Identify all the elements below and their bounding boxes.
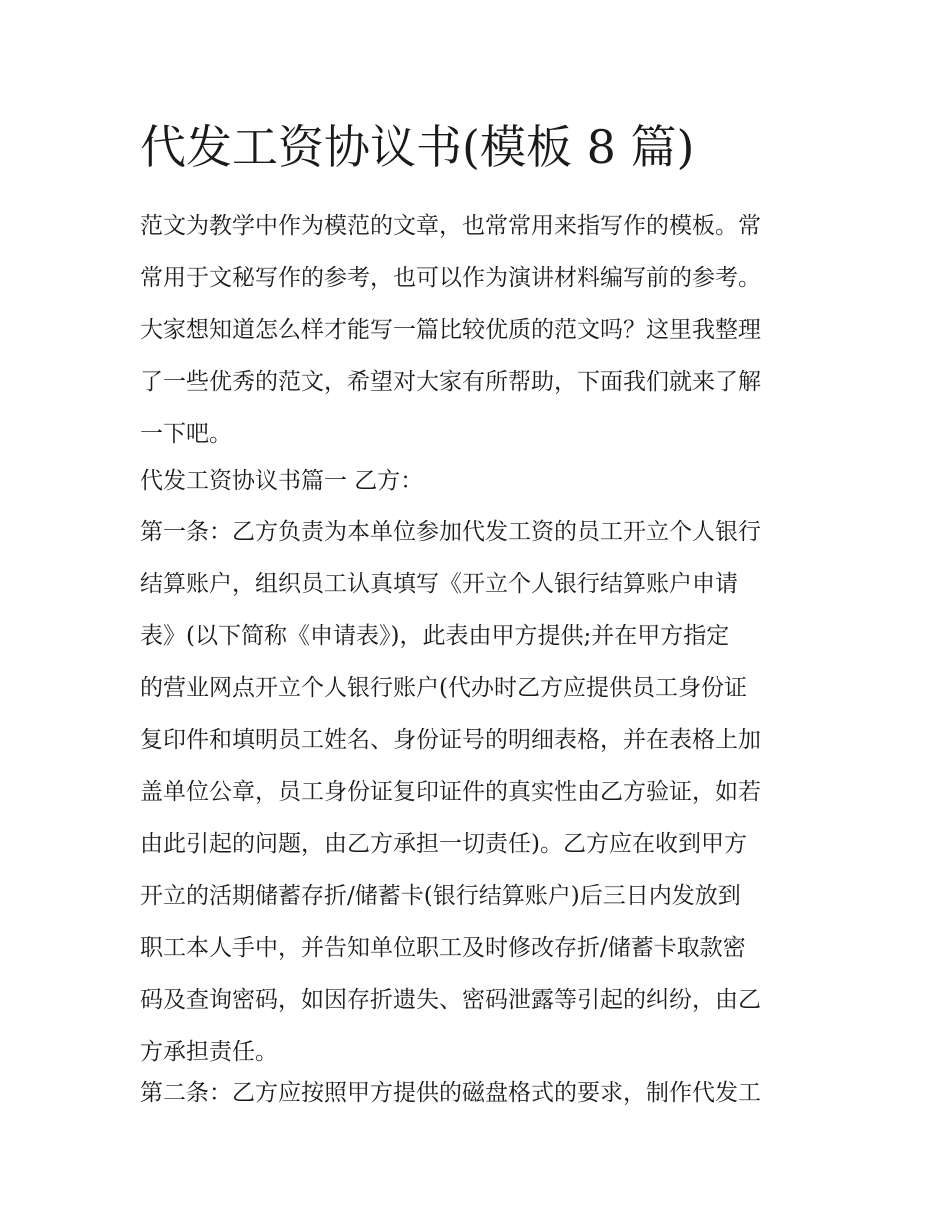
article-2-paragraph <box>140 1067 820 1119</box>
article-1-line: 复印件和填明员工姓名、身份证号的明细表格，并在表格上加 <box>140 727 761 753</box>
document-title: 代发工资协议书(模板 8 篇) <box>140 120 695 174</box>
article-1-line: 开立的活期储蓄存折/储蓄卡(银行结算账户)后三日内发放到 <box>140 883 741 909</box>
article-1-paragraph <box>140 506 820 1078</box>
intro-line: 大家想知道怎么样才能写一篇比较优质的范文吗？这里我整理 <box>140 317 761 343</box>
intro-line: 一下吧。 <box>140 421 232 447</box>
article-1-line: 方承担责任。 <box>140 1039 278 1065</box>
article-1-line: 结算账户，组织员工认真填写《开立个人银行结算账户申请 <box>140 571 738 597</box>
intro-line: 常用于文秘写作的参考，也可以作为演讲材料编写前的参考。 <box>140 265 761 291</box>
article-1-line: 表》(以下简称《申请表》)，此表由甲方提供;并在甲方指定 <box>140 623 730 649</box>
article-1-line: 由此引起的问题，由乙方承担一切责任)。乙方应在收到甲方 <box>140 831 747 857</box>
article-1-line: 码及查询密码，如因存折遗失、密码泄露等引起的纠纷，由乙 <box>140 987 761 1013</box>
section-heading-text: 代发工资协议书篇一 乙方： <box>140 468 424 494</box>
article-1-line: 盖单位公章，员工身份证复印证件的真实性由乙方验证，如若 <box>140 779 761 805</box>
article-2-line: 第二条：乙方应按照甲方提供的磁盘格式的要求，制作代发工 <box>140 1080 761 1106</box>
article-1-line: 的营业网点开立个人银行账户(代办时乙方应提供员工身份证 <box>140 675 747 701</box>
intro-paragraph <box>140 200 820 460</box>
intro-line: 了一些优秀的范文，希望对大家有所帮助，下面我们就来了解 <box>140 369 761 395</box>
article-1-line: 职工本人手中，并告知单位职工及时修改存折/储蓄卡取款密 <box>140 935 746 961</box>
intro-line: 范文为教学中作为模范的文章，也常常用来指写作的模板。常 <box>140 213 761 239</box>
section-heading <box>140 455 820 507</box>
article-1-line: 第一条：乙方负责为本单位参加代发工资的员工开立个人银行 <box>140 519 761 545</box>
